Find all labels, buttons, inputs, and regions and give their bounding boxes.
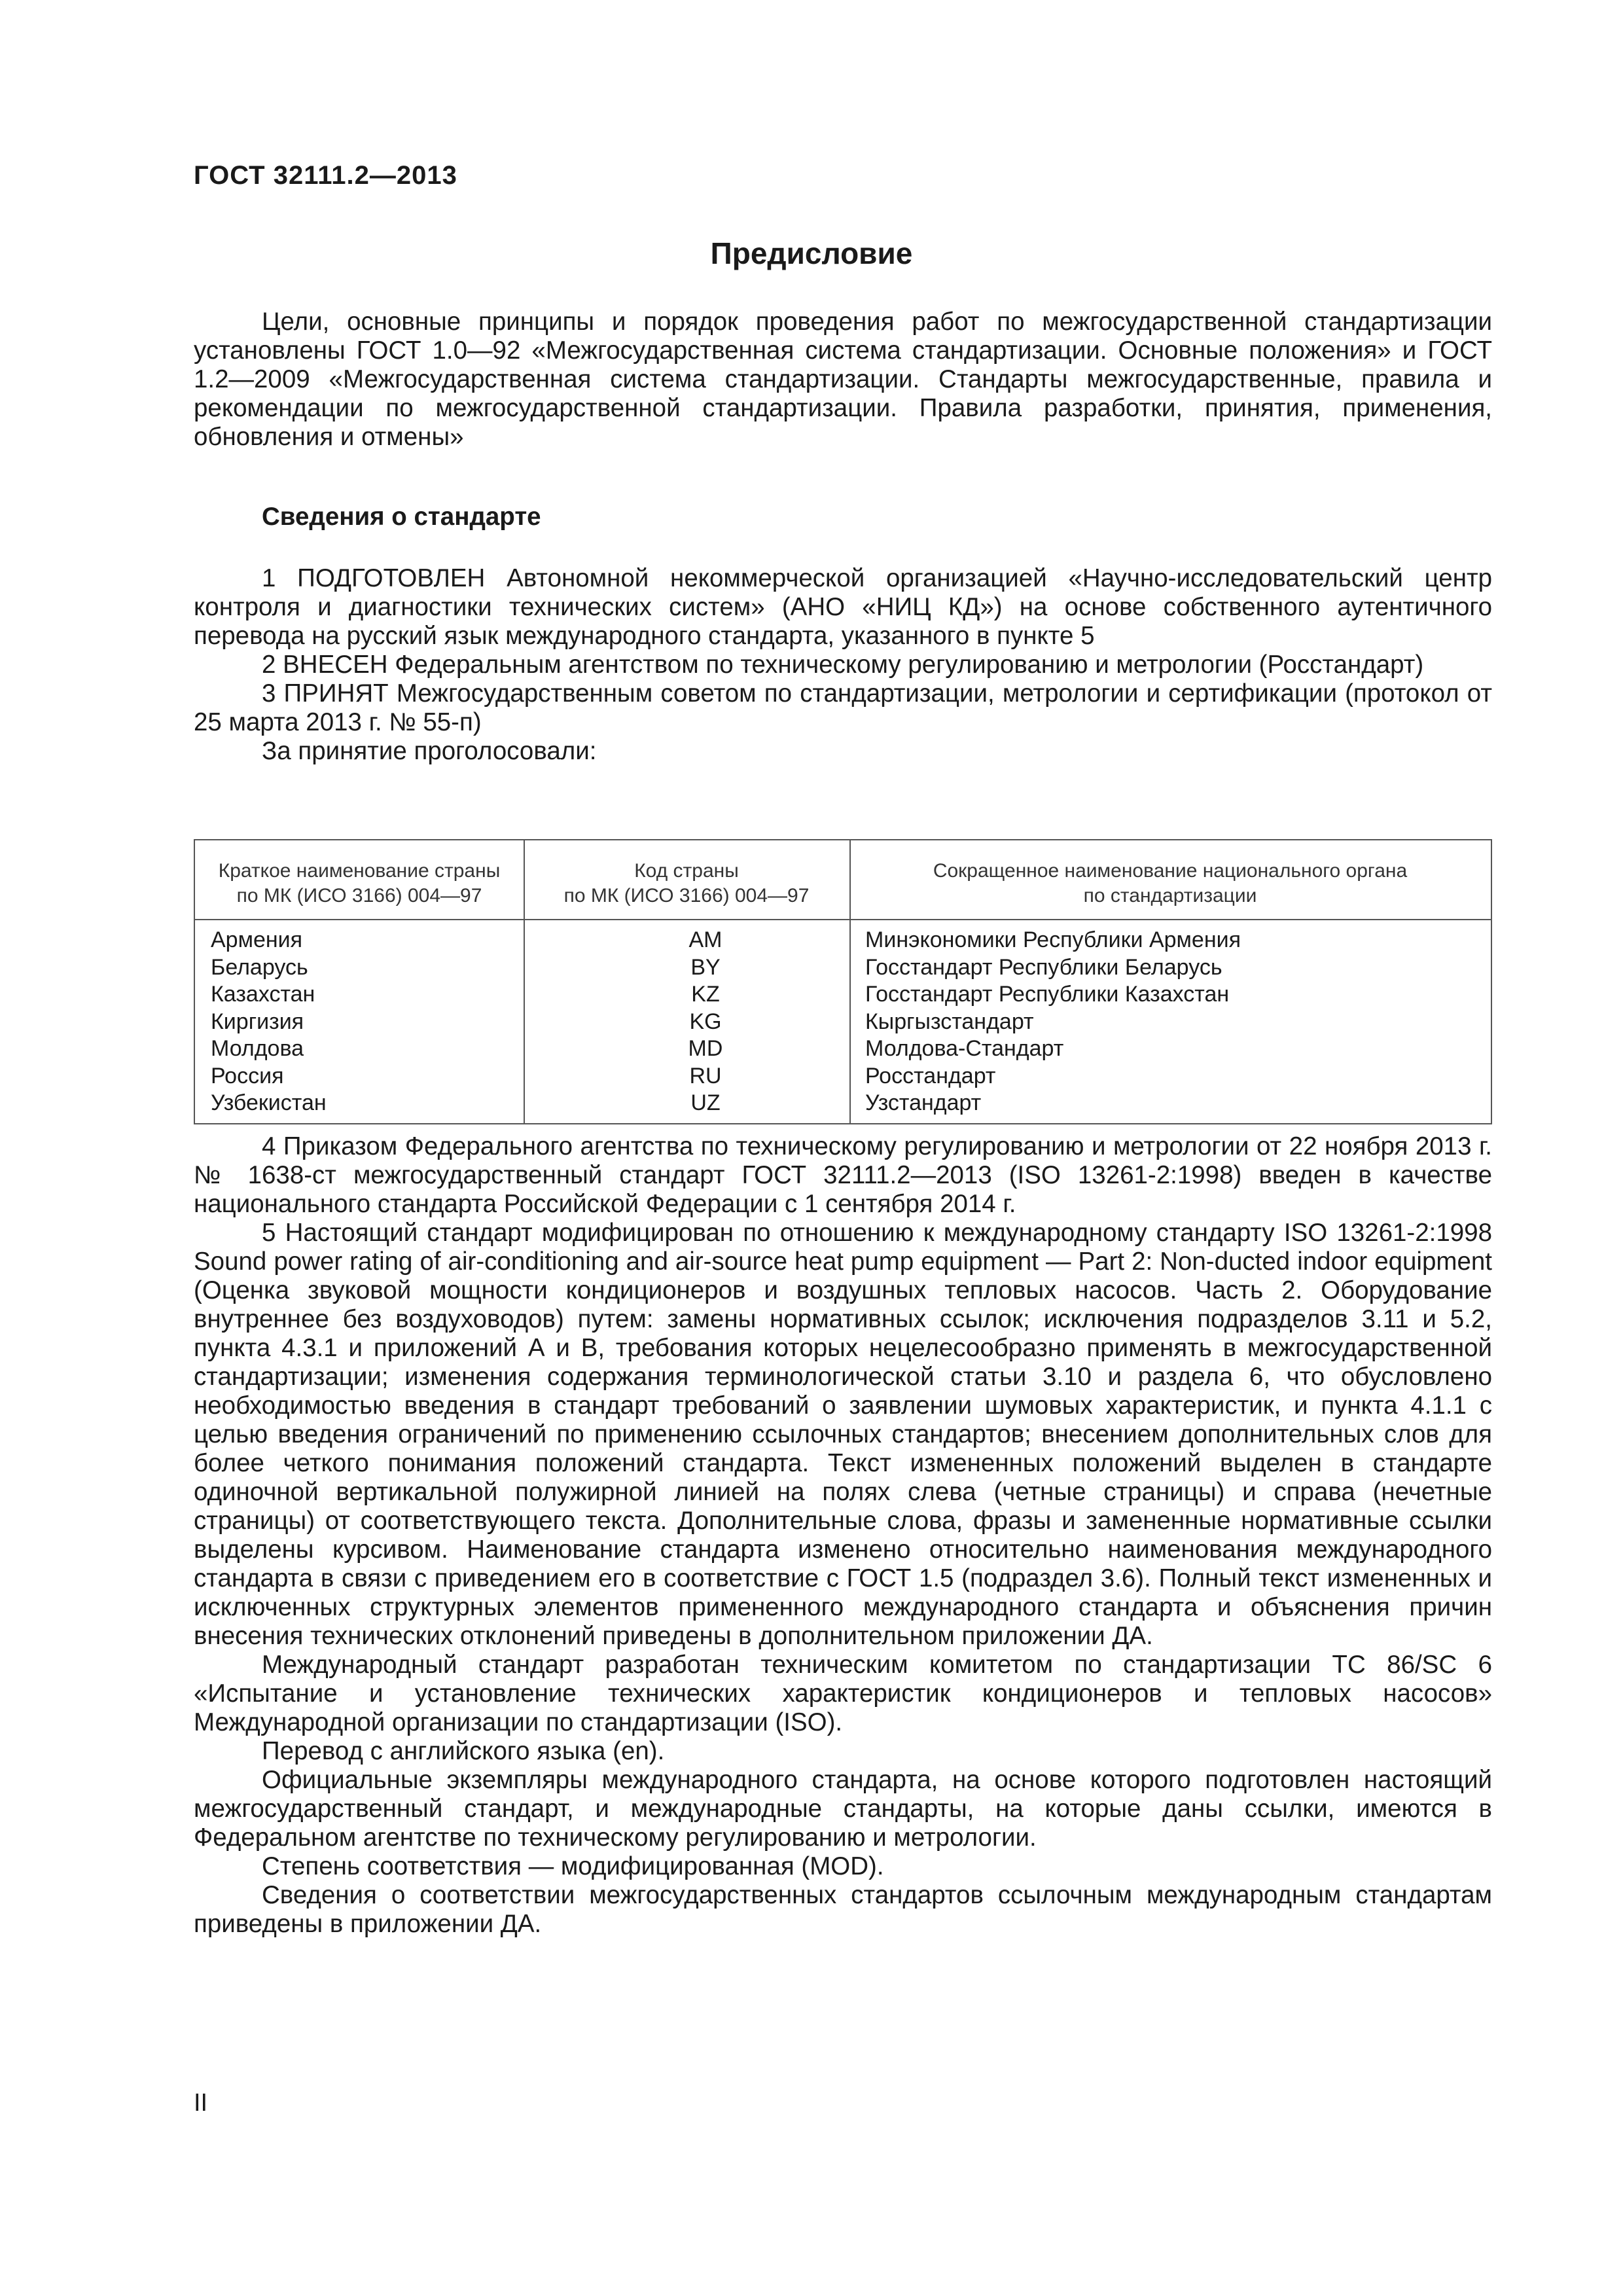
body-cell: Узстандарт [865, 1090, 982, 1115]
preface-text: Цели, основные принципы и порядок проведения работ по межгосударственной стандартизации установлены ГОСТ 1.0—92 «Межгосударственная система стандартизации. Основные положения» и ГОСТ 1.2—2009 «Межгосударственная система стандартизации. Стандарты межгосударственные, правила и рекомендации по межгосударственной стандартизации. Правила разработки, принятия, применения, обновления и отмены» [194, 308, 1492, 451]
voting-table [194, 839, 1492, 1124]
header-country-line1: Краткое наименование страны [218, 860, 501, 882]
code-cell: KZ [691, 982, 720, 1007]
info-item-2: 2 ВНЕСЕН Федеральным агентством по техническому регулированию и метрологии (Росстандарт) [262, 651, 1424, 679]
after-table-block [194, 1132, 1492, 1939]
header-body-line2: по стандартизации [1083, 885, 1257, 906]
preface-paragraph [194, 308, 1492, 452]
table-row [195, 1090, 1491, 1117]
document-code: ГОСТ 32111.2—2013 [194, 161, 457, 190]
header-body-line1: Сокращенное наименование национального органа [933, 860, 1408, 882]
voted-label: За принятие проголосовали: [262, 737, 597, 765]
country-cell: Узбекистан [211, 1090, 327, 1115]
table-row [195, 1009, 1491, 1036]
country-cell: Беларусь [211, 954, 308, 980]
code-cell: AM [688, 927, 722, 952]
page-title: Предисловие [710, 236, 913, 270]
country-cell: Киргизия [211, 1009, 304, 1034]
header-code-line1: Код страны [634, 860, 739, 882]
header-country [195, 859, 524, 908]
translation-paragraph: Перевод с английского языка (en). [262, 1737, 665, 1765]
page-number: II [194, 2089, 208, 2117]
table-row [195, 981, 1491, 1009]
country-cell: Россия [211, 1063, 284, 1088]
header-code [524, 859, 849, 908]
info-item-3: 3 ПРИНЯТ Межгосударственным советом по стандартизации, метрологии и сертификации (протокол от 25 марта 2013 г. № 55-п) [194, 679, 1492, 736]
header-code-line2: по МК (ИСО 3166) 004—97 [563, 885, 810, 906]
table-row [195, 1035, 1491, 1063]
body-cell: Минэкономики Республики Армения [865, 927, 1241, 952]
code-cell: BY [690, 954, 721, 980]
correspondence-paragraph: Сведения о соответствии межгосударственных стандартов ссылочным международным стандартам приведены в приложении ДА. [194, 1881, 1492, 1938]
header-country-line2: по МК (ИСО 3166) 004—97 [236, 885, 482, 906]
body-cell: Госстандарт Республики Беларусь [865, 954, 1222, 980]
country-cell: Молдова [211, 1036, 304, 1061]
body-cell: Росстандарт [865, 1063, 996, 1088]
code-cell: RU [689, 1063, 722, 1088]
code-cell: UZ [690, 1090, 721, 1115]
body-cell: Молдова-Стандарт [865, 1036, 1064, 1061]
code-cell: MD [688, 1036, 723, 1061]
country-cell: Казахстан [211, 982, 315, 1007]
info-item-4: 4 Приказом Федерального агентства по техническому регулированию и метрологии от 22 ноября 2013 г. № 1638-ст межгосударственный стандарт ГОСТ 32111.2—2013 (ISO 13261-2:1998) введен в качестве национального стандарта Российской Федерации с 1 сентября 2014 г. [194, 1132, 1492, 1218]
body-cell: Кыргызстандарт [865, 1009, 1034, 1034]
table-row [195, 927, 1491, 954]
section-heading: Сведения о стандарте [262, 503, 541, 531]
country-cell: Армения [211, 927, 303, 952]
info-item-1: 1 ПОДГОТОВЛЕН Автономной некоммерческой организацией «Научно-исследовательский центр контроля и диагностики технических систем» (АНО «НИЦ КД») на основе собственного аутентичного перевода на русский язык международного стандарта, указанного в пункте 5 [194, 564, 1492, 650]
table-body [195, 927, 1491, 1117]
table-header [195, 840, 1491, 920]
committee-paragraph: Международный стандарт разработан техническим комитетом по стандартизации ТС 86/SC 6 «Испытание и установление технических характеристик кондиционеров и тепловых насосов» Международной организации по стандартизации (ISO). [194, 1651, 1492, 1736]
table-row [195, 1063, 1491, 1090]
body-cell: Госстандарт Республики Казахстан [865, 982, 1230, 1007]
table-row [195, 954, 1491, 982]
standard-info-block [194, 564, 1492, 766]
code-cell: KG [689, 1009, 722, 1034]
info-item-5: 5 Настоящий стандарт модифицирован по отношению к международному стандарту ISO 13261-2:1998 Sound power rating of air-conditioning and air-source heat pump equipment — Part 2: Non-ducted indoor equipment (Оценка звуковой мощности кондиционеров и воздушных тепловых насосов. Часть 2. Оборудование внутреннее без воздуховодов) путем: замены нормативных ссылок; исключения подразделов 3.11 и 5.2, пункта 4.3.1 и приложений А и В, требования которых нецелесообразно применять в межгосударственной стандартизации; изменения содержания терминологической статьи 3.10 и раздела 6, что обусловлено необходимостью введения в стандарт требований о заявлении шумовых характеристик, и пункта 4.1.1 с целью введения ограничений по применению ссылочных стандартов; внесением дополнительных слов для более четкого понимания положений стандарта. Текст измененных положений выделен в стандарте одиночной вертикальной полужирной линией на полях слева (четные страницы) и справа (нечетные страницы) от соответствующего текста. Дополнительные слова, фразы и замененные нормативные ссылки выделены курсивом. Наименование стандарта изменено относительно наименования международного стандарта в связи с приведением его в соответствие с ГОСТ 1.5 (подраздел 3.6). Полный текст измененных и исключенных структурных элементов примененного международного стандарта и объяснения причин внесения технических отклонений приведены в дополнительном приложении ДА. [194, 1219, 1492, 1650]
header-body [849, 859, 1491, 908]
copies-paragraph: Официальные экземпляры международного стандарта, на основе которого подготовлен настоящий межгосударственный стандарт, и международные стандарты, на которые даны ссылки, имеются в Федеральном агентстве по техническому регулированию и метрологии. [194, 1766, 1492, 1852]
degree-paragraph: Степень соответствия — модифицированная (MOD). [262, 1852, 884, 1880]
